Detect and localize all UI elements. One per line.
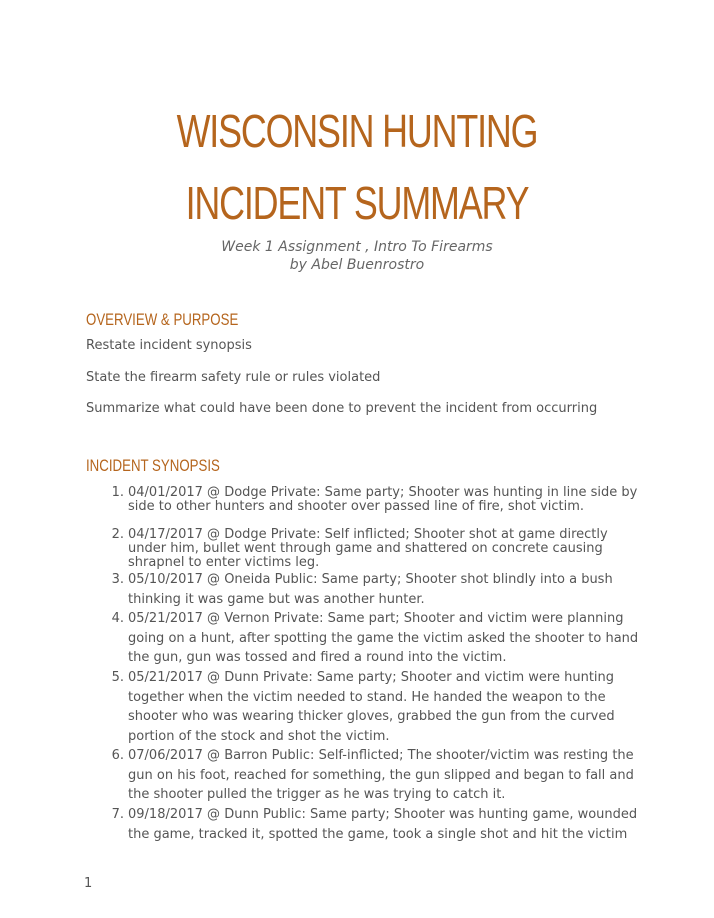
list-item-number: 1.	[111, 485, 124, 500]
list-item-text: 05/21/2017 @ Dunn Private: Same party; Shooter and victim were hunting together when the victim needed to stand. He handed the weapon to the shooter who was wearing thicker gloves, grabbed the gun from the curved portion of the stock and shot the victim.	[128, 670, 615, 744]
list-item-number: 4.	[111, 611, 124, 626]
overview-heading: OVERVIEW & PURPOSE	[86, 310, 239, 329]
document-title-line-1: WISCONSIN HUNTING	[176, 105, 538, 157]
list-item-number: 5.	[111, 670, 124, 685]
overview-item: State the firearm safety rule or rules violated	[86, 370, 381, 385]
document-subtitle: Week 1 Assignment , Intro To Firearms	[221, 239, 493, 255]
list-item-number: 7.	[111, 807, 124, 822]
list-item-text: 05/10/2017 @ Oneida Public: Same party; Shooter shot blindly into a bush thinking it was game but was another hunter.	[128, 572, 613, 607]
list-item-text: 07/06/2017 @ Barron Public: Self-inflicted; The shooter/victim was resting the gun on his foot, reached for something, the gun slipped and began to fall and the shooter pulled the trigger as he was trying to catch it.	[128, 748, 634, 803]
overview-item: Summarize what could have been done to prevent the incident from occurring	[86, 401, 598, 416]
page-number: 1	[84, 876, 93, 891]
list-item-text: 05/21/2017 @ Vernon Private: Same part; Shooter and victim were planning going on a hunt, after spotting the game the victim asked the shooter to hand the gun, gun was tossed and fired a round into the victim.	[128, 611, 639, 666]
list-item-text: 04/01/2017 @ Dodge Private: Same party; Shooter was hunting in line side by side to other hunters and shooter over passed line of fire, shot victim.	[128, 485, 638, 514]
list-item-number: 3.	[111, 572, 124, 587]
overview-item: Restate incident synopsis	[86, 338, 252, 353]
list-item-number: 2.	[111, 527, 124, 542]
list-item-text: 09/18/2017 @ Dunn Public: Same party; Shooter was hunting game, wounded the game, tracked it, spotted the game, took a single shot and hit the victim	[128, 807, 638, 842]
document-author: by Abel Buenrostro	[289, 257, 425, 273]
list-item-text: 04/17/2017 @ Dodge Private: Self inflicted; Shooter shot at game directly under him, bullet went through game and shattered on concrete causing shrapnel to enter victims leg.	[128, 527, 608, 570]
list-item-number: 6.	[111, 748, 124, 763]
synopsis-heading: INCIDENT SYNOPSIS	[86, 456, 220, 475]
document-title-line-2: INCIDENT SUMMARY	[185, 177, 529, 229]
